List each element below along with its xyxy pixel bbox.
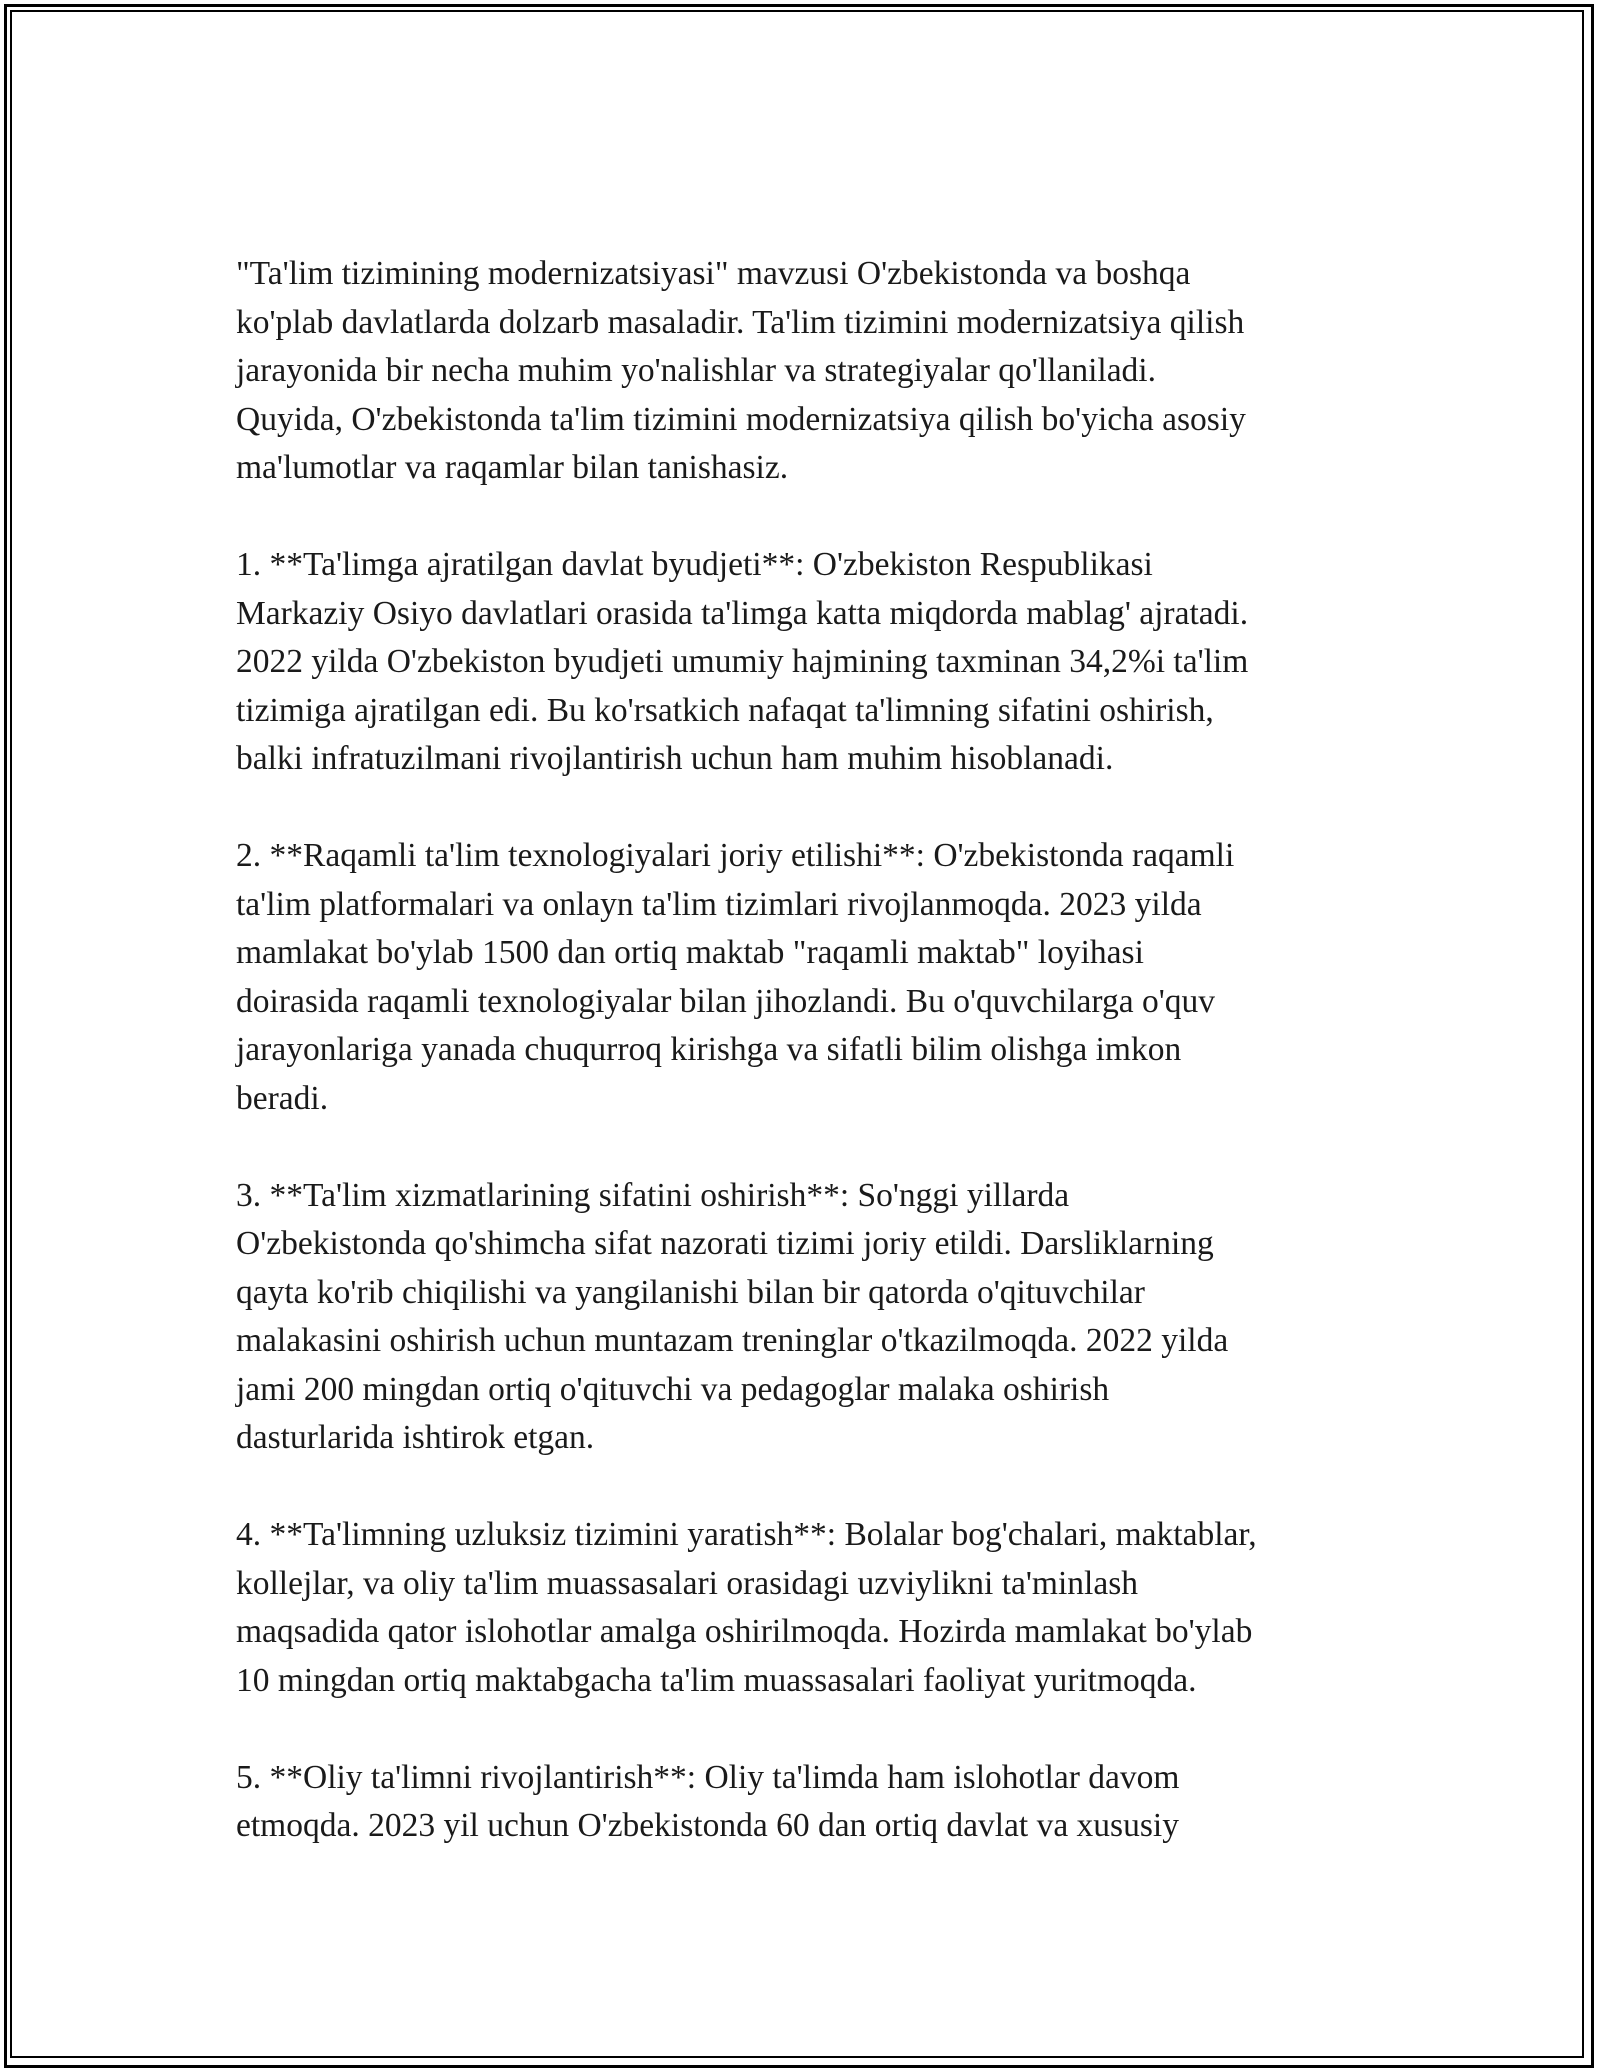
text-line: kollejlar, va oliy ta'lim muassasalari orasidagi uzviylikni ta'minlash [236,1564,1138,1602]
document-body [236,250,1386,1899]
text-line: 4. **Ta'limning uzluksiz tizimini yaratish**: Bolalar bog'chalari, maktablar, [236,1516,1257,1553]
higher-education-paragraph [236,1754,1386,1851]
digital-education-paragraph [236,832,1386,1123]
text-line: 2022 yilda O'zbekiston byudjeti umumiy hajmining taxminan 34,2%i ta'lim [236,643,1249,680]
text-line: tizimiga ajratilgan edi. Bu ko'rsatkich nafaqat ta'limning sifatini oshirish, [236,691,1214,729]
text-line: Markaziy Osiyo davlatlari orasida ta'limga katta miqdorda mablag' ajratadi. [236,594,1249,632]
text-line: 2. **Raqamli ta'lim texnologiyalari joriy etilishi**: O'zbekistonda raqamli [236,837,1235,874]
text-line: etmoqda. 2023 yil uchun O'zbekistonda 60 dan ortiq davlat va xususiy [236,1807,1179,1844]
text-line: ko'plab davlatlarda dolzarb masaladir. Ta'lim tizimini modernizatsiya qilish [236,303,1245,341]
text-line: "Ta'lim tizimining modernizatsiyasi" mavzusi O'zbekistonda va boshqa [236,255,1191,292]
text-line: doirasida raqamli texnologiyalar bilan jihozlandi. Bu o'quvchilarga o'quv [236,982,1215,1020]
text-line: 10 mingdan ortiq maktabgacha ta'lim muassasalari faoliyat yuritmoqda. [236,1661,1197,1699]
text-line: dasturlarida ishtirok etgan. [236,1419,595,1456]
text-line: ta'lim platformalari va onlayn ta'lim tizimlari rivojlanmoqda. 2023 yilda [236,885,1202,923]
text-line: balki infratuzilmani rivojlantirish uchun ham muhim hisoblanadi. [236,740,1114,777]
quality-paragraph [236,1172,1386,1463]
text-line: 1. **Ta'limga ajratilgan davlat byudjeti**: O'zbekiston Respublikasi [236,546,1153,583]
text-line: jami 200 mingdan ortiq o'qituvchi va pedagoglar malaka oshirish [236,1370,1110,1408]
text-line: qayta ko'rib chiqilishi va yangilanishi bilan bir qatorda o'qituvchilar [236,1273,1145,1311]
text-line: jarayonlariga yanada chuqurroq kirishga va sifatli bilim olishga imkon [236,1031,1182,1068]
text-line: maqsadida qator islohotlar amalga oshirilmoqda. Hozirda mamlakat bo'ylab [236,1613,1253,1650]
budget-paragraph [236,541,1386,784]
text-line: malakasini oshirish uchun muntazam treninglar o'tkazilmoqda. 2022 yilda [236,1322,1229,1359]
continuous-education-paragraph [236,1511,1386,1705]
text-line: 5. **Oliy ta'limni rivojlantirish**: Oliy ta'limda ham islohotlar davom [236,1758,1180,1796]
text-line: mamlakat bo'ylab 1500 dan ortiq maktab "raqamli maktab" loyihasi [236,934,1144,971]
intro-paragraph [236,250,1386,493]
text-line: beradi. [236,1079,329,1117]
text-line: jarayonida bir necha muhim yo'nalishlar va strategiyalar qo'llaniladi. [236,352,1156,389]
text-line: 3. **Ta'lim xizmatlarining sifatini oshirish**: So'nggi yillarda [236,1176,1070,1214]
text-line: Quyida, O'zbekistonda ta'lim tizimini modernizatsiya qilish bo'yicha asosiy [236,400,1246,438]
text-line: O'zbekistonda qo'shimcha sifat nazorati tizimi joriy etildi. Darsliklarning [236,1225,1214,1262]
text-line: ma'lumotlar va raqamlar bilan tanishasiz. [236,449,789,486]
